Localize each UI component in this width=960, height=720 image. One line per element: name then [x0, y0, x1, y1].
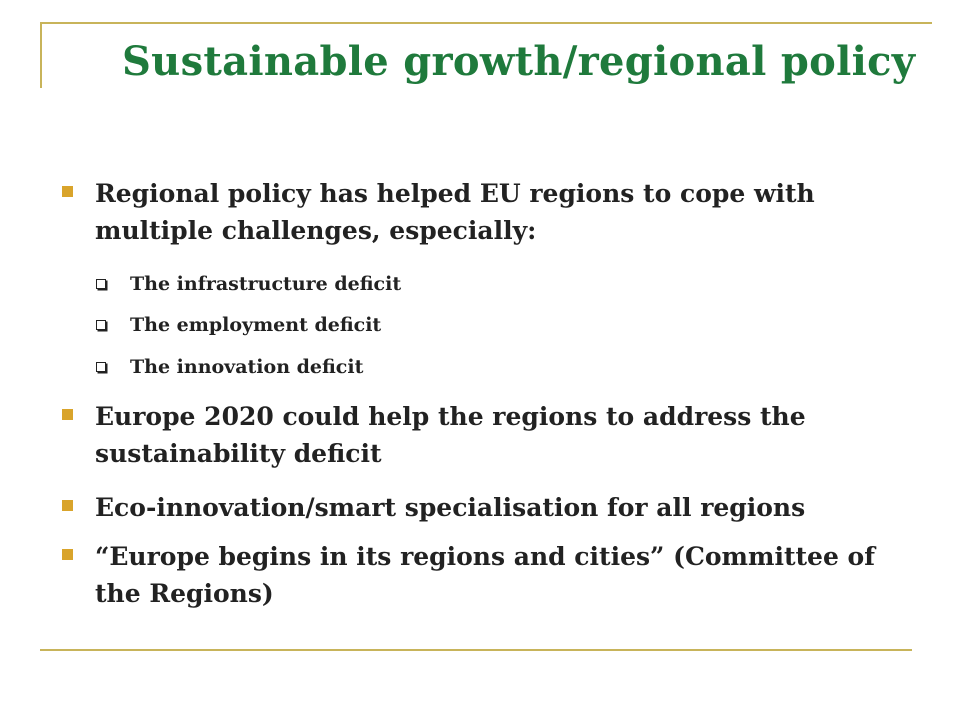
top-rule [40, 22, 932, 24]
sub-bullet-text: The infrastructure deficit [130, 273, 402, 295]
square-bullet-icon [62, 186, 73, 197]
sub-bullet-text: The employment deficit [130, 314, 382, 336]
checkbox-bullet-icon [96, 279, 106, 289]
sub-bullet-item [96, 272, 856, 296]
checkbox-bullet-icon [96, 320, 106, 330]
bullet-text: Eco-innovation/smart specialisation for all regions [95, 493, 806, 522]
bullet-text: Regional policy has helped EU regions to cope with multiple challenges, especially: [95, 179, 815, 245]
sub-bullet-item [96, 355, 856, 379]
checkbox-bullet-icon [96, 362, 106, 372]
square-bullet-icon [62, 500, 73, 511]
bullet-text: Europe 2020 could help the regions to address the sustainability deficit [95, 402, 806, 468]
bottom-rule [40, 649, 912, 651]
square-bullet-icon [62, 409, 73, 420]
bullet-item [62, 489, 882, 526]
left-rule [40, 22, 42, 88]
bullet-item [62, 175, 882, 249]
slide-title: Sustainable growth/regional policy [122, 38, 916, 85]
bullet-text: “Europe begins in its regions and cities” (Committee of the Regions) [95, 542, 875, 608]
sub-bullet-item [96, 313, 856, 337]
square-bullet-icon [62, 549, 73, 560]
sub-bullet-text: The innovation deficit [130, 356, 364, 378]
bullet-item [62, 398, 882, 472]
bullet-item [62, 538, 882, 612]
